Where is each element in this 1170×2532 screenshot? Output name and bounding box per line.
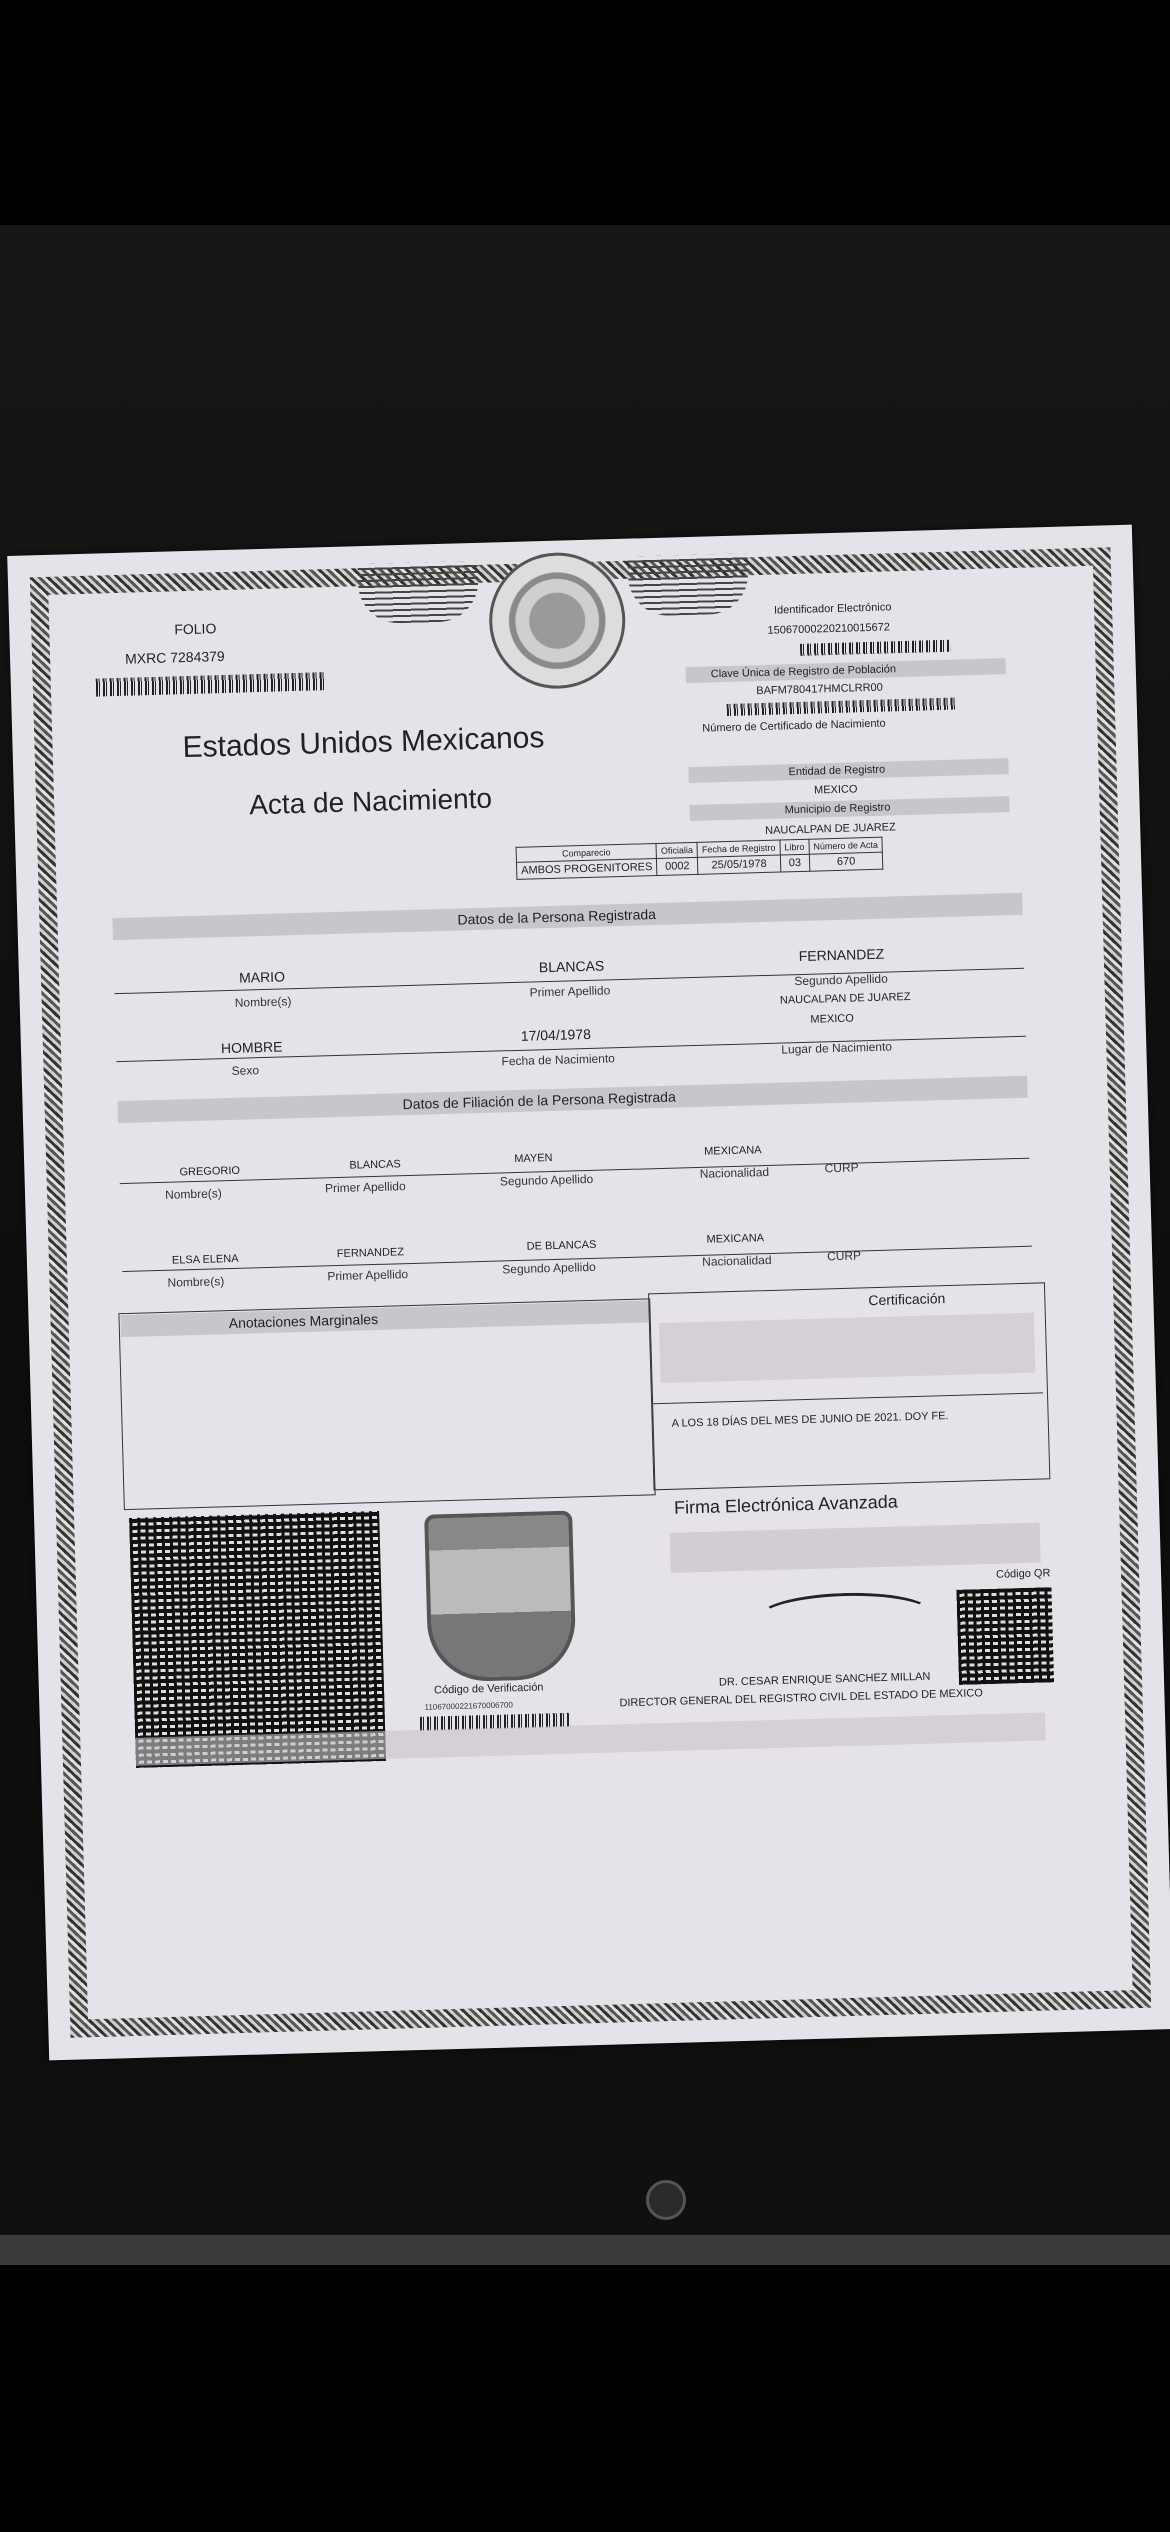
- director-name: DR. CESAR ENRIQUE SANCHEZ MILLAN: [718, 1670, 931, 1689]
- persona-fecha-nacimiento: 17/04/1978: [520, 1025, 592, 1044]
- identificador-label: Identificador Electrónico: [773, 601, 892, 617]
- municipio-label: Municipio de Registro: [784, 801, 891, 817]
- persona-lugar-municipio: NAUCALPAN DE JUAREZ: [779, 990, 911, 1007]
- padre-curp-label: CURP: [824, 1160, 859, 1176]
- registro-value: AMBOS PROGENITORES: [516, 858, 657, 879]
- madre-primer-apellido-label: Primer Apellido: [327, 1267, 409, 1284]
- bottom-black-band: [0, 2265, 1170, 2532]
- country-title: Estados Unidos Mexicanos: [182, 721, 545, 765]
- padre-primer-apellido: BLANCAS: [349, 1158, 401, 1172]
- certificacion-label: Certificación: [868, 1290, 946, 1309]
- padre-nacionalidad-label: Nacionalidad: [699, 1164, 770, 1181]
- padre-segundo-apellido-label: Segundo Apellido: [499, 1171, 594, 1189]
- folio-number: MXRC 7284379: [124, 647, 225, 667]
- persona-lugar-label: Lugar de Nacimiento: [781, 1039, 893, 1057]
- fecha-expedicion: A LOS 18 DÍAS DEL MES DE JUNIO DE 2021. DOY FE.: [671, 1410, 949, 1430]
- section-persona-title: Datos de la Persona Registrada: [457, 906, 657, 928]
- folio-label: FOLIO: [174, 620, 217, 638]
- certificate-paper: [7, 525, 1170, 2061]
- registro-header: Oficialia: [656, 842, 697, 858]
- madre-segundo-apellido: DE BLANCAS: [526, 1238, 597, 1253]
- director-title: DIRECTOR GENERAL DEL REGISTRO CIVIL DEL ESTADO DE MEXICO: [619, 1687, 983, 1710]
- document-title: Acta de Nacimiento: [248, 782, 493, 821]
- firma-label: Firma Electrónica Avanzada: [673, 1491, 899, 1518]
- certificado-label: Número de Certificado de Nacimiento: [702, 717, 886, 735]
- curp-header-label: Clave Única de Registro de Población: [710, 663, 897, 681]
- registro-header: Libro: [780, 839, 809, 855]
- persona-nombre: MARIO: [238, 968, 286, 986]
- padre-primer-apellido-label: Primer Apellido: [324, 1179, 406, 1196]
- anotaciones-label: Anotaciones Marginales: [228, 1310, 379, 1332]
- emblem-left-wing: [358, 561, 480, 624]
- top-black-band: [0, 0, 1170, 225]
- entidad-value: MEXICO: [813, 783, 858, 797]
- state-shield-icon: [424, 1511, 577, 1683]
- registro-value: 25/05/1978: [698, 855, 781, 874]
- certificacion-text-block: [659, 1313, 1036, 1383]
- registro-value: 03: [780, 854, 809, 872]
- padre-nombre-label: Nombre(s): [164, 1186, 222, 1202]
- madre-nombre: ELSA ELENA: [171, 1252, 239, 1267]
- persona-sexo: HOMBRE: [220, 1038, 283, 1057]
- registro-header: Fecha de Registro: [697, 840, 780, 857]
- municipio-value: NAUCALPAN DE JUAREZ: [765, 821, 896, 837]
- persona-lugar-estado: MEXICO: [810, 1012, 855, 1026]
- registro-value: 670: [809, 852, 883, 871]
- madre-curp-label: CURP: [826, 1248, 862, 1264]
- codigo-verificacion-label: Código de Verificación: [433, 1681, 544, 1697]
- large-qr-code-icon: [129, 1511, 386, 1768]
- codigo-qr-label: Código QR: [995, 1567, 1051, 1581]
- codigo-verificacion-value: 11067000221670006700: [424, 1700, 513, 1712]
- registro-header: Comparecio: [516, 843, 657, 862]
- persona-fecha-label: Fecha de Nacimiento: [501, 1051, 616, 1069]
- madre-nacionalidad: MEXICANA: [706, 1232, 765, 1246]
- persona-segundo-apellido-label: Segundo Apellido: [794, 971, 888, 989]
- padre-nacionalidad: MEXICANA: [703, 1144, 762, 1158]
- padre-nombre: GREGORIO: [179, 1164, 241, 1179]
- padre-segundo-apellido: MAYEN: [514, 1152, 553, 1166]
- table-knob: [646, 2180, 686, 2220]
- persona-primer-apellido: BLANCAS: [538, 957, 605, 976]
- madre-nombre-label: Nombre(s): [167, 1274, 225, 1290]
- curp-header-value: BAFM780417HMCLRR00: [756, 681, 883, 698]
- registro-header: Número de Acta: [809, 837, 883, 854]
- registro-value: 0002: [657, 857, 698, 875]
- floor-strip: [0, 2235, 1170, 2265]
- entidad-label: Entidad de Registro: [788, 763, 886, 779]
- identificador-value: 15067000220210015672: [767, 621, 891, 637]
- persona-sexo-label: Sexo: [231, 1063, 260, 1078]
- persona-primer-apellido-label: Primer Apellido: [529, 983, 611, 1000]
- small-qr-code-icon: [956, 1587, 1054, 1685]
- madre-nacionalidad-label: Nacionalidad: [701, 1252, 772, 1269]
- persona-segundo-apellido: FERNANDEZ: [798, 945, 885, 965]
- persona-nombre-label: Nombre(s): [234, 994, 292, 1010]
- madre-segundo-apellido-label: Segundo Apellido: [502, 1259, 596, 1277]
- birth-certificate-photo: [28, 540, 1153, 2045]
- emblem-right-wing: [627, 553, 749, 616]
- madre-primer-apellido: FERNANDEZ: [336, 1246, 405, 1261]
- section-filiacion-title: Datos de Filiación de la Persona Registrada: [402, 1088, 676, 1113]
